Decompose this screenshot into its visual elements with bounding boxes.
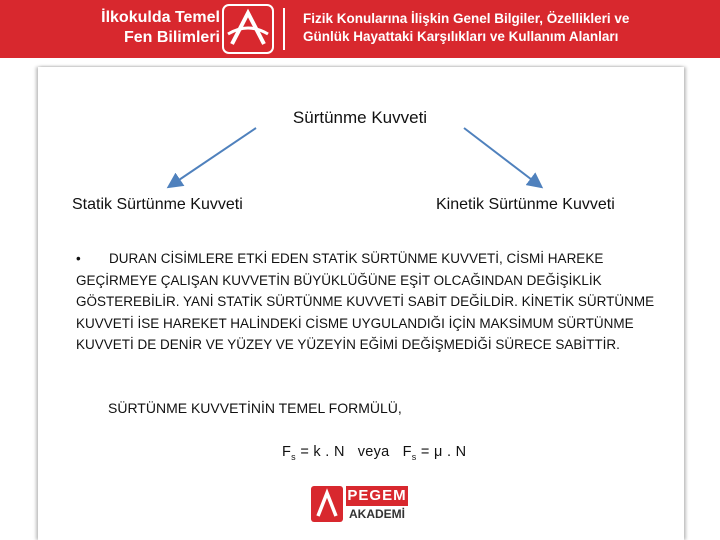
pegem-mark-icon [311, 486, 343, 522]
arrow-to-kinetic [464, 128, 540, 186]
formula-intro: SÜRTÜNME KUVVETİNİN TEMEL FORMÜLÜ, [108, 400, 402, 416]
pegem-logo-bottom: AKADEMİ [349, 507, 405, 521]
kinetic-friction-label: Kinetik Sürtünme Kuvveti [436, 196, 615, 213]
header-left-line2: Fen Bilimleri [123, 29, 220, 46]
formula-f2: F [402, 444, 412, 460]
bullet-paragraph [76, 248, 686, 356]
header-right-line2: Günlük Hayattaki Karşılıkları ve Kullanım Alanları [303, 29, 619, 44]
pegem-logo-top: PEGEM [347, 487, 407, 504]
bullet-text: DURAN CİSİMLERE ETKİ EDEN STATİK SÜRTÜNME KUVVETİ, CİSMİ HAREKE GEÇİRMEYE ÇALIŞAN KUVVETİN BÜYÜKLÜĞÜNE EŞİT OLCAĞINDAN DEĞİŞİKLİK GÖSTEREBİLİR. YANİ STATİK SÜRTÜNME KUVVETİ SABİT DEĞİLDİR. KİNETİK SÜRTÜNME KUVVETİ İSE HAREKET HALİNDEKİ CİSME UYGULANDIĞI İÇİN MAKSİMUM SÜRTÜNME KUVVETİ DE DENİR VE YÜZEY VE YÜZEYİN EĞİMİ DEĞİŞMEDİĞİ SÜRECE SABİTTİR. [76, 251, 655, 352]
formula-rhs2: = μ . N [416, 444, 467, 460]
formula-sep: veya [357, 444, 390, 460]
header-left-line1: İlkokulda Temel [101, 9, 220, 26]
arrow-to-static [170, 128, 256, 186]
pegem-logo [311, 486, 411, 524]
friction-formula [282, 444, 466, 462]
slide-title: Sürtünme Kuvveti [292, 108, 428, 127]
formula-rhs1: = k . N [295, 444, 345, 460]
bullet-dot: • [76, 251, 81, 266]
formula-f1: F [282, 444, 292, 460]
static-friction-label: Statik Sürtünme Kuvveti [72, 196, 243, 213]
formula-s1: s [291, 451, 296, 462]
header-right-line1: Fizik Konularına İlişkin Genel Bilgiler, Özellikleri ve [303, 11, 630, 26]
formula-s2: s [411, 451, 417, 462]
